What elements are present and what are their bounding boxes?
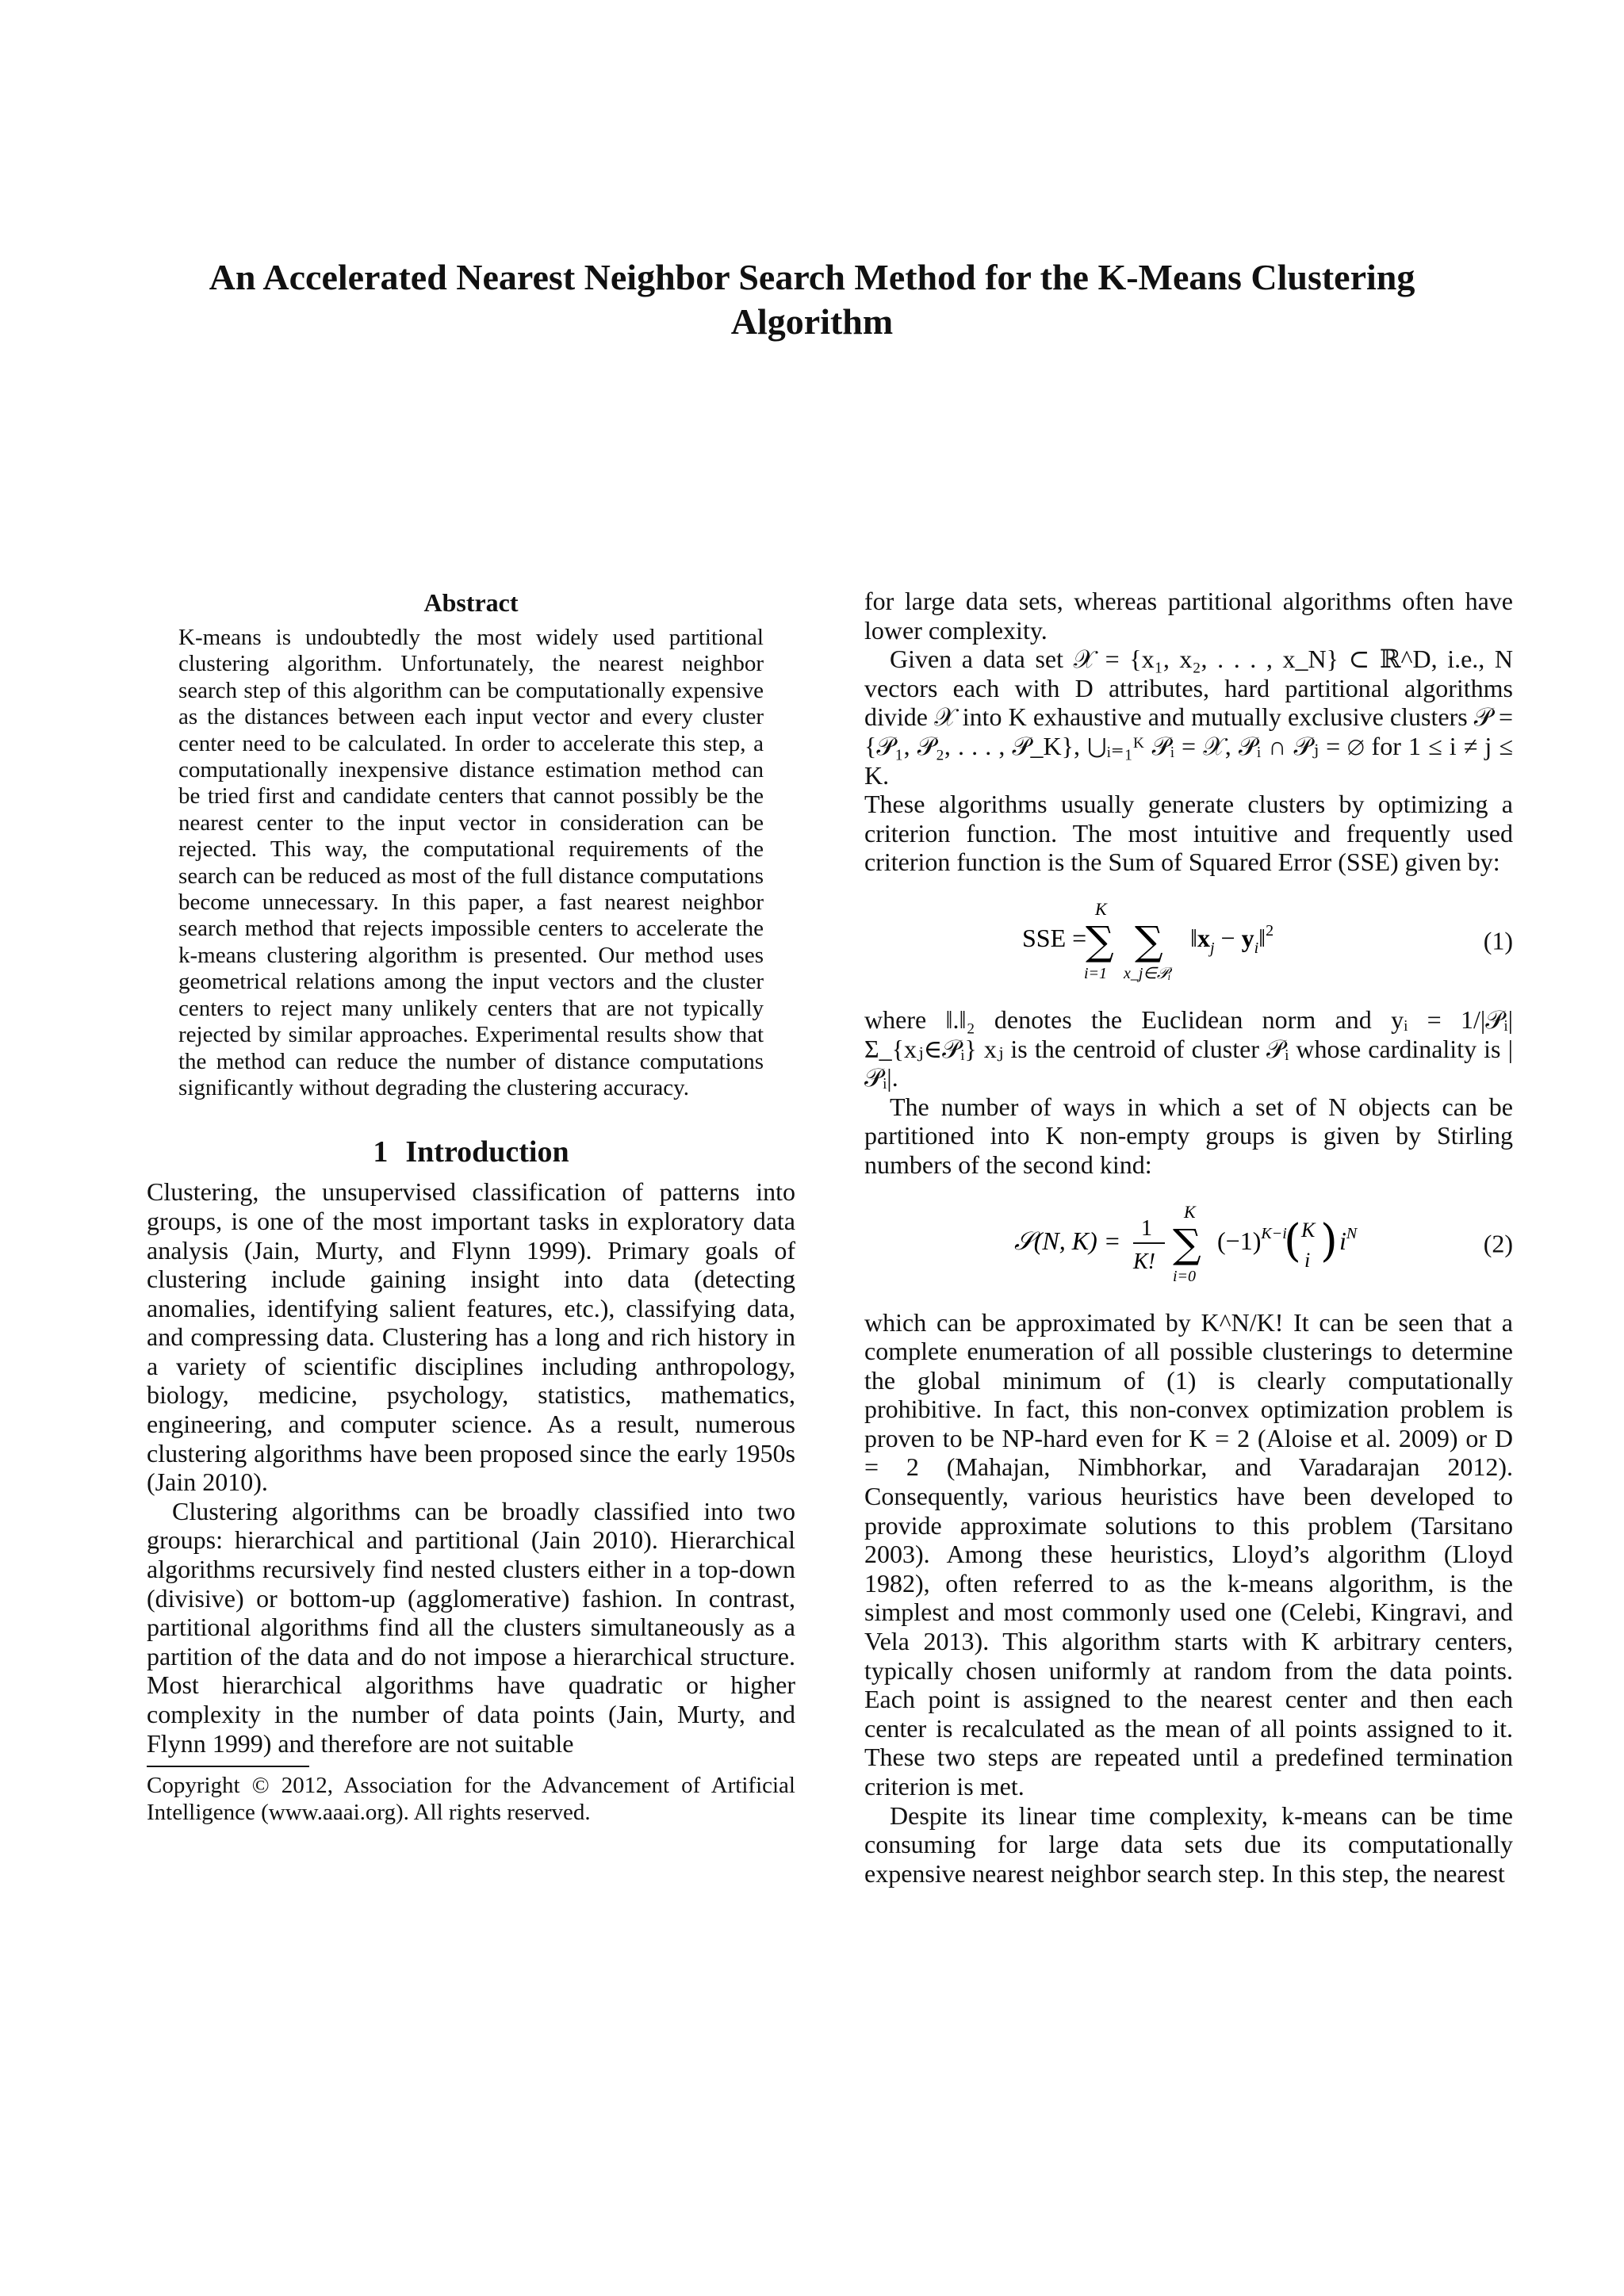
svg-text:‖xj − yi‖2: $‖x_j$ − $y_i‖^2$ — [1190, 921, 1274, 957]
right-paragraph-1b: These algorithms usually generate clusters by optimizing a criterion function. The most intuitive and frequently used criterion function is the Sum of Squared Error (SSE) given by: — [864, 790, 1513, 877]
right-paragraph-2: where ‖.‖₂ denotes the Euclidean norm and yᵢ = 1/|𝒫ᵢ| Σ_{xⱼ∈𝒫ᵢ} xⱼ is the centroid of cluster 𝒫ᵢ whose cardinality is |𝒫ᵢ|. — [864, 1004, 1513, 1093]
left-column — [147, 587, 795, 1826]
right-paragraph-4: which can be approximated by K^N/K! It can be seen that a complete enumeration of all possible clusterings to determine the global minimum of (1) is clearly computationally prohibitive. In fact, this non-convex optimization problem is proven to be NP-hard even for K = 2 (Aloise et al. 2009) or D = 2 (Mahajan, Nimbhorkar, and Varadarajan 2012). Consequently, various heuristics have been developed to provide approximate solutions to this problem (Tarsitano 2003). Among these heuristics, Lloyd’s algorithm (Lloyd 1982), often referred to as the k-means algorithm, is the simplest and most commonly used one (Celebi, Kingravi, and Vela 2013). This algorithm starts with K arbitrary centers, typically chosen uniformly at random from the data points. Each point is assigned to the nearest center and then each center is recalculated as the mean of all points assigned to it. These two steps are repeated until a predefined termination criterion is met. — [864, 1307, 1513, 1800]
svg-text:x_j∈𝒫ᵢ: x_j∈𝒫ᵢ — [1124, 964, 1171, 982]
svg-text:i=0: i=0 — [1173, 1267, 1197, 1285]
sse-formula-graphic — [1022, 897, 1355, 985]
equation-2 — [864, 1200, 1513, 1288]
intro-paragraph-1: Clustering, the unsupervised classification of patterns into groups, is one of the most important tasks in exploratory data analysis (Jain, Murty, and Flynn 1999). Primary goals of clustering include gaining insight into data (detecting anomalies, identifying salient features, etc.), classifying data, and compressing data. Clustering has a long and rich history in a variety of scientific disciplines including anthropology, biology, medicine, psychology, statistics, mathematics, engineering, and computer science. As a result, numerous clustering algorithms have been proposed since the early 1950s (Jain 2010). — [147, 1177, 795, 1497]
abstract-text: K-means is undoubtedly the most widely used partitional clustering algorithm. Unfortunately, the nearest neighbor search step of this algorithm can be computationally expensive as the distances between each input vector and every cluster center need to be calculated. In order to accelerate this step, a computationally inexpensive distance estimation method can be tried first and candidate centers that cannot possibly be the nearest center to the input vector in consideration can be rejected. This way, the computational requirements of the search can be reduced as most of the full distance computations become unnecessary. In this paper, a fast nearest neighbor search method that rejects impossible centers to accelerate the k-means clustering algorithm is presented. Our method uses geometrical relations among the input vectors and the cluster centers to reject many unlikely centers that are not typically rejected by similar approaches. Experimental results show that the method can reduce the number of distance computations significantly without degrading the clustering accuracy. — [178, 625, 764, 1100]
right-paragraph-3: The number of ways in which a set of N objects can be partitioned into K non-empty groups is given by Stirling numbers of the second kind: — [864, 1092, 1513, 1179]
right-paragraph-5: Despite its linear time complexity, k-means can be time consuming for large data sets due its computationally expensive nearest neighbor search step. In this step, the nearest — [864, 1800, 1513, 1888]
equation-1-number: (1) — [1483, 926, 1513, 955]
section-number: 1 — [373, 1135, 389, 1169]
svg-text:): ) — [1320, 1215, 1338, 1267]
svg-text:K: K — [1095, 898, 1107, 919]
svg-text:(−1)K−i: $(-1)^{K-i}$ — [1217, 1224, 1287, 1255]
equation-2-number: (2) — [1483, 1229, 1513, 1257]
footnote-rule — [147, 1766, 309, 1767]
equation-2-formula — [864, 1200, 1513, 1288]
svg-text:∑: ∑ — [1086, 917, 1114, 964]
copyright-footnote: Copyright © 2012, Association for the Advancement of Artificial Intelligence (www.aaai.org). All rights reserved. — [147, 1773, 795, 1826]
section-heading-introduction — [147, 1135, 795, 1169]
svg-text:i=1: i=1 — [1084, 964, 1108, 982]
svg-text:K!: K! — [1133, 1249, 1155, 1274]
svg-text:K: K — [1184, 1201, 1196, 1222]
abstract-heading: Abstract — [423, 588, 519, 617]
right-paragraph-0: for large data sets, whereas partitional algorithms often have lower complexity. — [864, 587, 1513, 645]
section-title: Introduction — [405, 1135, 569, 1169]
svg-text:∑: ∑ — [1135, 917, 1163, 964]
right-paragraph-1a: Given a data set 𝒳 = {x₁, x₂, . . . , x_N} ⊂ ℝ^D, i.e., N vectors each with D attributes, hard partitional algorithms divide 𝒳 into K exhaustive and mutually exclusive clusters 𝒫 = {𝒫₁, 𝒫₂, . . . , 𝒫_K}, ⋃ᵢ₌₁ᴷ 𝒫ᵢ = 𝒳, 𝒫ᵢ ∩ 𝒫ⱼ = ∅ for 1 ≤ i ≠ j ≤ K. — [864, 645, 1513, 790]
stirling-formula-graphic — [1014, 1200, 1363, 1288]
equation-1-formula — [864, 897, 1513, 985]
svg-text:∑: ∑ — [1173, 1220, 1201, 1267]
svg-text:(: ( — [1284, 1215, 1301, 1267]
svg-text:1: 1 — [1141, 1215, 1152, 1241]
equation-1 — [864, 897, 1513, 985]
paper-title: An Accelerated Nearest Neighbor Search Method for the K-Means Clustering Algorithm — [209, 257, 1415, 342]
right-column — [864, 587, 1513, 1888]
svg-text:SSE =: SSE = — [1022, 923, 1087, 952]
svg-text:i: i — [1304, 1248, 1311, 1272]
svg-text:𝒮(N, K) =: 𝒮(N, K) = — [1014, 1226, 1121, 1255]
intro-paragraph-2: Clustering algorithms can be broadly classified into two groups: hierarchical and partitional (Jain 2010). Hierarchical algorithms recursively find nested clusters either in a top-down (divisive) or bottom-up (agglomerative) fashion. In contrast, partitional algorithms find all the clusters simultaneously as a partition of the data and do not impose a hierarchical structure. Most hierarchical algorithms have quadratic or higher complexity in the number of data points (Jain, Murty, and Flynn 1999) and therefore are not suitable — [147, 1496, 795, 1758]
svg-text:K: K — [1301, 1218, 1316, 1242]
svg-text:iN: $i^N$ — [1339, 1224, 1358, 1255]
